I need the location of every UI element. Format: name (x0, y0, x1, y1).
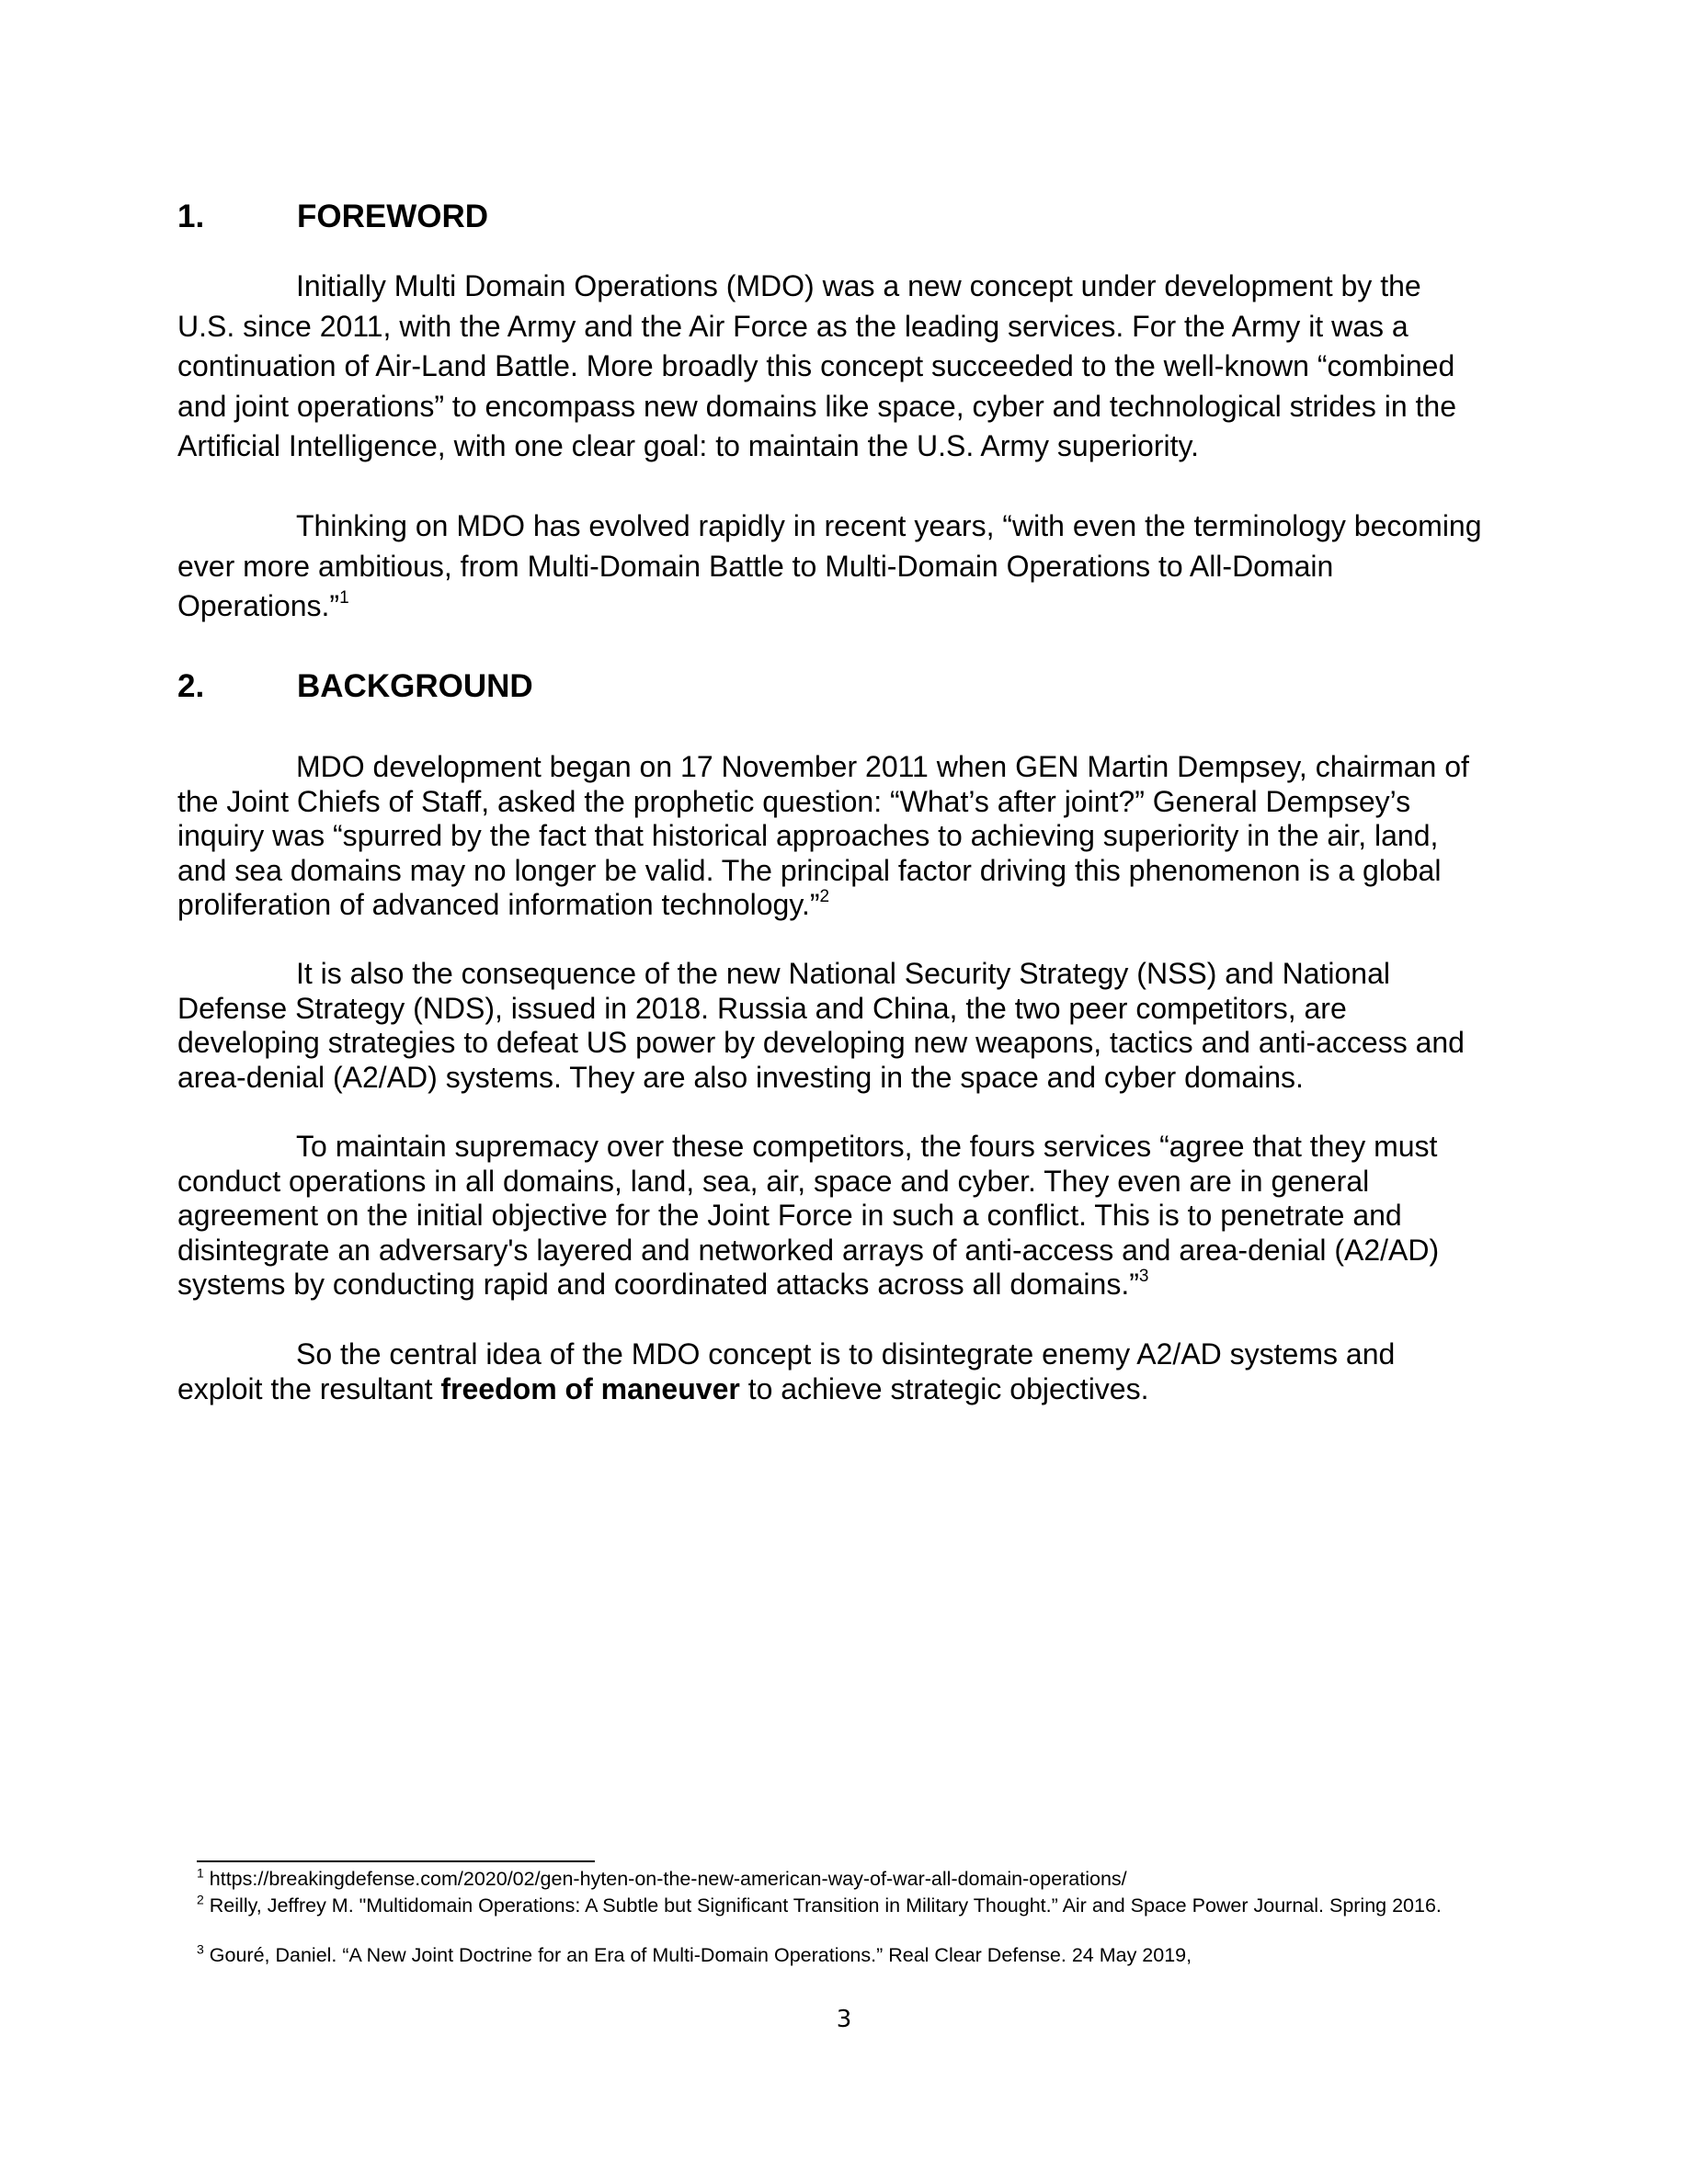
footnote-number: 1 (197, 1865, 204, 1881)
paragraph-text: Initially Multi Domain Operations (MDO) was a new concept under development by the U.S. since 2011, with the Army and the Air Force as the leading services. For the Army it was a continuation of Air-Land Battle. More broadly this concept succeeded to the well-known “combined and joint operations” to encompass new domains like space, cyber and technological strides in the Artificial Intelligence, with one clear goal: to maintain the U.S. Army superiority. (177, 269, 1457, 462)
footnote-separator (197, 1860, 595, 1862)
footnote-text: https://breakingdefense.com/2020/02/gen-hyten-on-the-new-american-way-of-war-all-domain-operations/ (209, 1868, 1127, 1890)
footnote-1 (197, 1865, 1502, 1891)
paragraph-text: It is also the consequence of the new National Security Strategy (NSS) and National Defense Strategy (NDS), issued in 2018. Russia and China, the two peer competitors, are developing strategies to defeat US power by developing new weapons, tactics and anti-access and area-denial (A2/AD) systems. They are also investing in the space and cyber domains. (177, 957, 1465, 1094)
paragraph-text: To maintain supremacy over these competitors, the fours services “agree that they must conduct operations in all domains, land, sea, air, space and cyber. They even are in general agreement on the initial objective for the Joint Force in such a conflict. This is to penetrate and disintegrate an adversary's layered and networked arrays of anti-access and area-denial (A2/AD) systems by conducting rapid and coordinated attacks across all domains.” (177, 1130, 1440, 1301)
footnote-ref: 2 (819, 886, 830, 906)
emphasis-text: freedom of maneuver (440, 1371, 740, 1405)
paragraph-text: Thinking on MDO has evolved rapidly in recent years, “with even the terminology becoming ever more ambitious, from Multi-Domain Battle to Multi-Domain Operations to All-Domain Operations.” (177, 509, 1482, 622)
foreword-paragraph-2 (177, 506, 1485, 627)
footnote-ref: 1 (339, 587, 349, 608)
foreword-paragraph-1 (177, 267, 1485, 467)
footnote-2 (197, 1894, 1502, 1917)
footnote-number: 3 (197, 1941, 204, 1957)
footnote-3 (197, 1941, 1502, 1967)
footnote-ref: 3 (1138, 1266, 1149, 1286)
paragraph-text: So the central idea of the MDO concept is to disintegrate enemy A2/AD systems and exploit the resultant (177, 1337, 1396, 1405)
background-paragraph-4 (177, 1337, 1485, 1406)
background-paragraph-2 (177, 957, 1485, 1095)
page-number: 3 (836, 2006, 852, 2033)
section-number: 1. (177, 199, 205, 234)
section-heading-foreword (177, 199, 488, 235)
section-title: FOREWORD (297, 199, 489, 234)
background-paragraph-3 (177, 1130, 1485, 1302)
background-paragraph-1 (177, 750, 1485, 923)
footnote-text: Gouré, Daniel. “A New Joint Doctrine for an Era of Multi-Domain Operations.” Real Clear Defense. 24 May 2019, (209, 1944, 1192, 1966)
footnote-number: 2 (197, 1892, 204, 1907)
footnote-text: Reilly, Jeffrey M. "Multidomain Operations: A Subtle but Significant Transition in Military Thought.” Air and Space Power Journal. Spring 2016. (209, 1894, 1442, 1917)
section-heading-background (177, 668, 533, 705)
paragraph-text: to achieve strategic objectives. (739, 1371, 1149, 1405)
section-number: 2. (177, 668, 205, 704)
section-title: BACKGROUND (297, 668, 533, 704)
paragraph-text: MDO development began on 17 November 2011 when GEN Martin Dempsey, chairman of the Joint Chiefs of Staff, asked the prophetic question: “What’s after joint?” General Dempsey’s inquiry was “spurred by the fact that historical approaches to achieving superiority in the air, land, and sea domains may no longer be valid. The principal factor driving this phenomenon is a global proliferation of advanced information technology.” (177, 750, 1469, 921)
